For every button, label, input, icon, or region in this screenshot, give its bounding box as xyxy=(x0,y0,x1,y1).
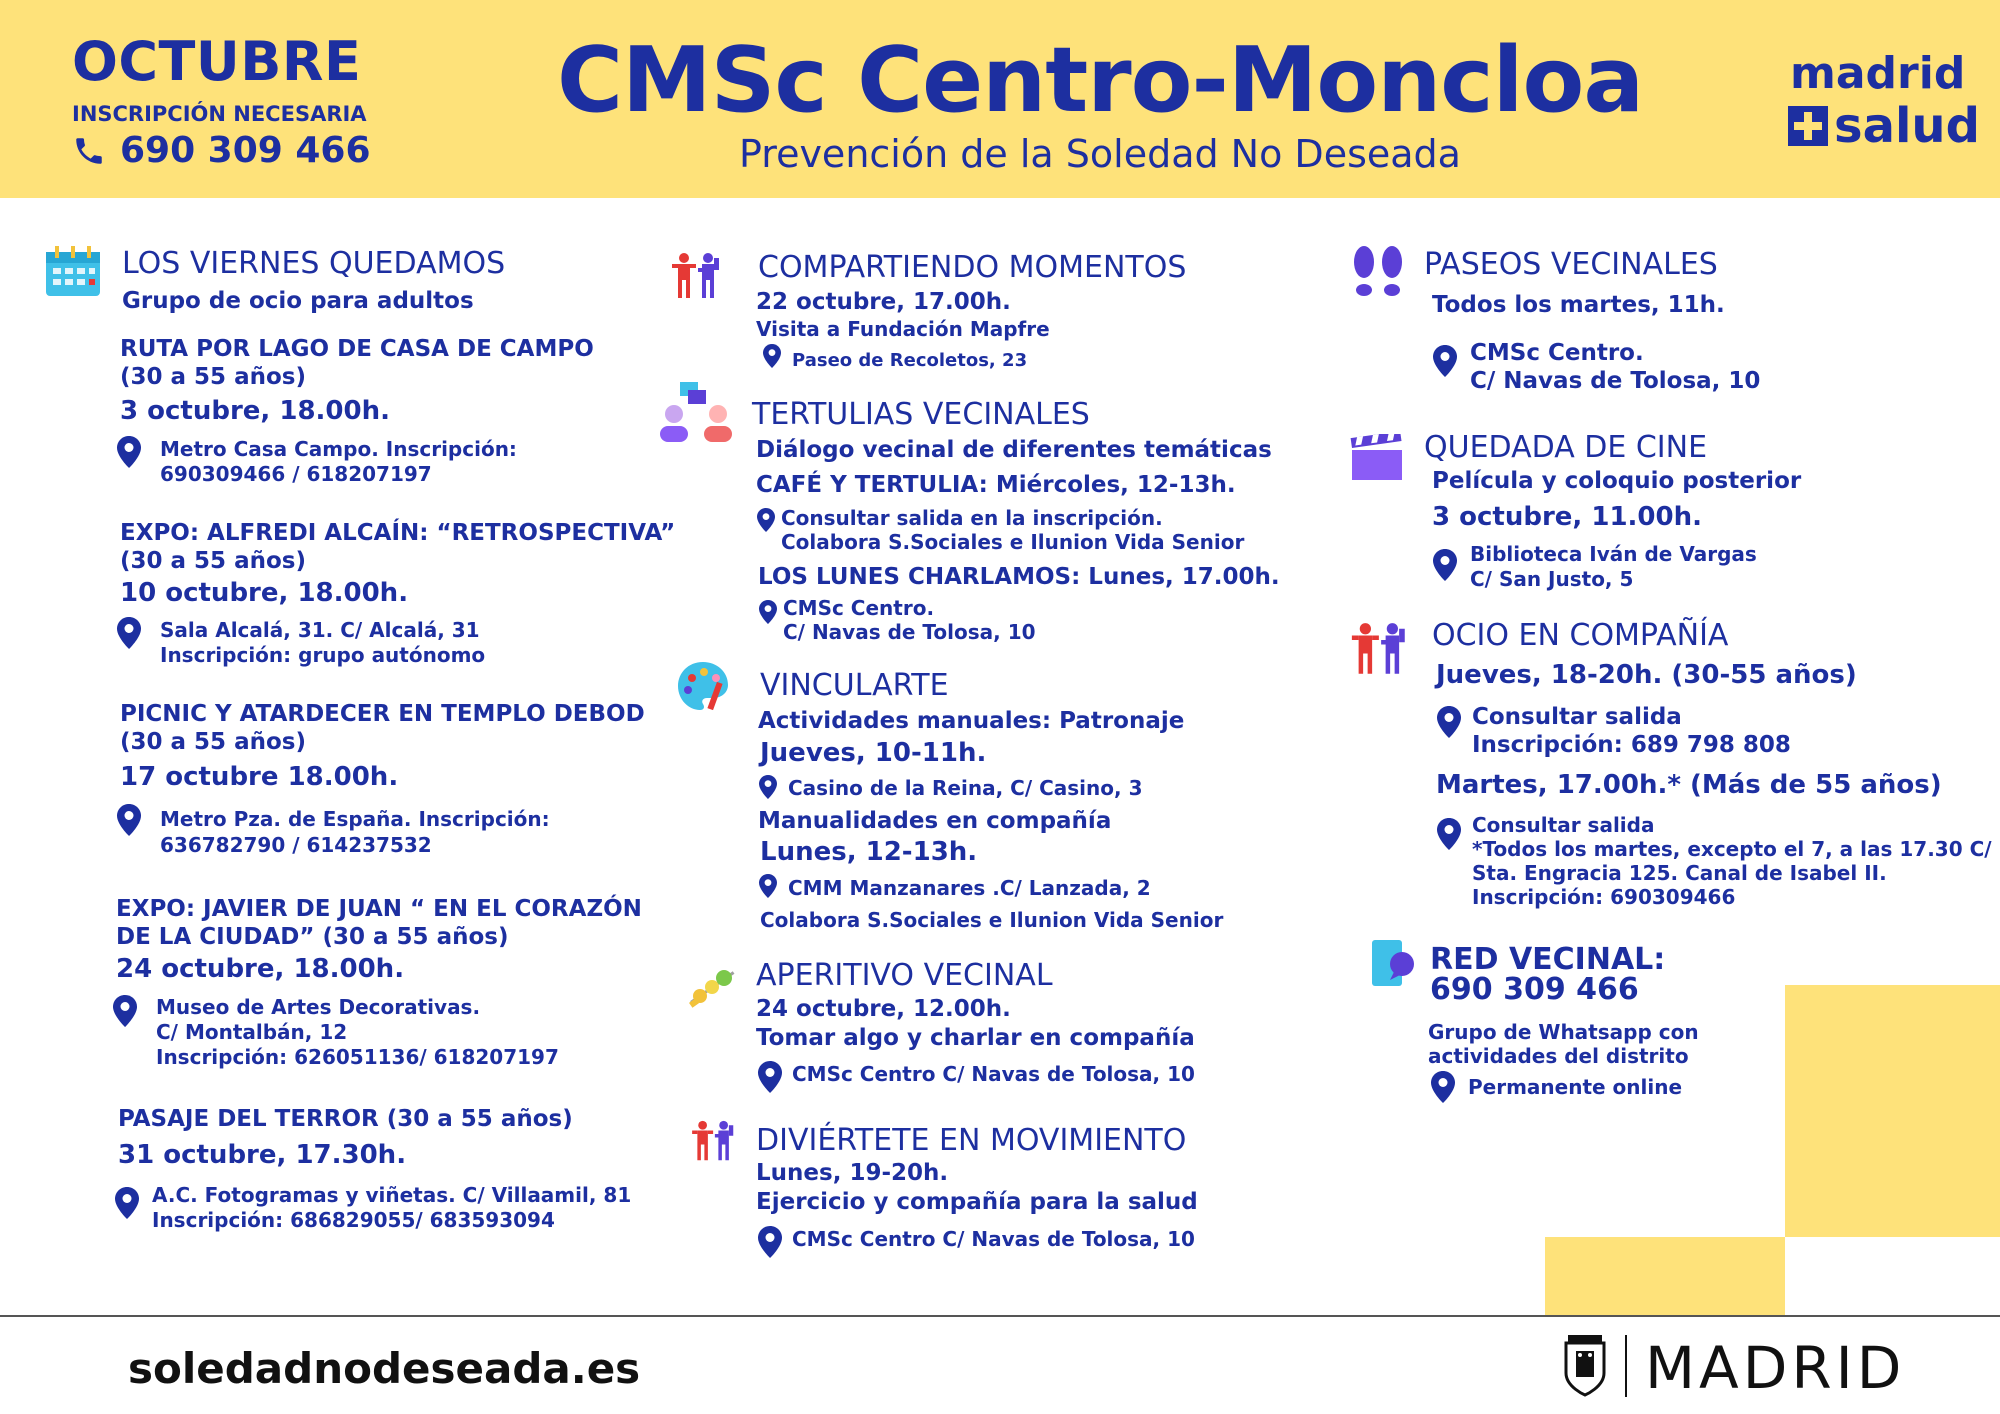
red-phone[interactable]: 690 309 466 xyxy=(1430,972,1639,1007)
event-name: PASAJE DEL TERROR (30 a 55 años) xyxy=(118,1106,573,1132)
event-location: Inscripción: 686829055/ 683593094 xyxy=(152,1208,555,1232)
madrid-crest-icon xyxy=(1562,1333,1608,1397)
section-title-cine: QUEDADA DE CINE xyxy=(1424,430,1708,465)
tertulias-lunes-location: CMSc Centro. xyxy=(783,596,935,620)
section-title-ocio: OCIO EN COMPAÑÍA xyxy=(1432,618,1729,653)
diviertete-schedule: Lunes, 19-20h. xyxy=(756,1160,949,1186)
location-pin-icon xyxy=(1436,818,1462,850)
event-name: EXPO: JAVIER DE JUAN “ EN EL CORAZÓN xyxy=(116,896,642,922)
page-subtitle: Prevención de la Soledad No Deseada xyxy=(739,132,1461,176)
aperitivo-desc: Tomar algo y charlar en compañía xyxy=(756,1025,1195,1051)
film-clapper-icon xyxy=(1350,434,1404,480)
location-pin-icon xyxy=(1430,1071,1456,1103)
aperitivo-date: 24 octubre, 12.00h. xyxy=(756,996,1011,1022)
event-age: (30 a 55 años) xyxy=(120,729,306,755)
ocio-schedule: Jueves, 18-20h. (30-55 años) xyxy=(1436,660,1857,690)
location-pin-icon xyxy=(762,344,782,368)
location-pin-icon xyxy=(757,1061,783,1093)
event-date: 3 octubre, 18.00h. xyxy=(120,396,390,426)
event-age: DE LA CIUDAD” (30 a 55 años) xyxy=(116,924,509,950)
location-pin-icon xyxy=(116,617,142,649)
diviertete-desc: Ejercicio y compañía para la salud xyxy=(756,1189,1198,1215)
vincularte-schedule: Jueves, 10-11h. xyxy=(760,738,987,768)
location-pin-icon xyxy=(1432,345,1458,377)
vincularte-activity: Actividades manuales: Patronaje xyxy=(758,708,1185,734)
location-pin-icon xyxy=(758,874,778,898)
event-date: 24 octubre, 18.00h. xyxy=(116,954,405,984)
page-title: CMSc Centro-Moncloa xyxy=(556,28,1644,133)
event-location: 690309466 / 618207197 xyxy=(160,462,432,486)
tertulias-lunes-location: C/ Navas de Tolosa, 10 xyxy=(783,620,1036,644)
people-dancing-icon xyxy=(672,252,722,300)
footprints-icon xyxy=(1350,244,1406,300)
paseos-location: C/ Navas de Tolosa, 10 xyxy=(1470,368,1761,394)
section-title-tertulias: TERTULIAS VECINALES xyxy=(752,397,1090,432)
compartiendo-desc: Visita a Fundación Mapfre xyxy=(756,317,1050,341)
section-title-aperitivo: APERITIVO VECINAL xyxy=(756,958,1053,993)
paint-palette-icon xyxy=(676,660,730,714)
conversation-icon xyxy=(658,382,736,442)
event-name: EXPO: ALFREDI ALCAÍN: “RETROSPECTIVA” xyxy=(120,520,676,546)
section-title-viernes: LOS VIERNES QUEDAMOS xyxy=(122,246,506,281)
event-name: RUTA POR LAGO DE CASA DE CAMPO xyxy=(120,336,594,362)
red-location: Permanente online xyxy=(1468,1075,1683,1099)
event-date: 17 octubre 18.00h. xyxy=(120,762,399,792)
ocio-note: Inscripción: 690309466 xyxy=(1472,885,1736,909)
footer-divider xyxy=(0,1315,2000,1317)
food-skewer-icon xyxy=(684,962,740,1012)
aperitivo-location: CMSc Centro C/ Navas de Tolosa, 10 xyxy=(792,1062,1195,1086)
diviertete-location: CMSc Centro C/ Navas de Tolosa, 10 xyxy=(792,1227,1195,1251)
vincularte-location: CMM Manzanares .C/ Lanzada, 2 xyxy=(788,876,1151,900)
event-location: Sala Alcalá, 31. C/ Alcalá, 31 xyxy=(160,618,480,642)
tertulias-cafe-location: Consultar salida en la inscripción. xyxy=(781,506,1163,530)
compartiendo-location: Paseo de Recoletos, 23 xyxy=(792,350,1028,371)
vincularte-activity: Manualidades en compañía xyxy=(758,808,1112,834)
event-location: A.C. Fotogramas y viñetas. C/ Villaamil, 81 xyxy=(152,1183,632,1207)
event-date: 31 octubre, 17.30h. xyxy=(118,1140,407,1170)
event-name: PICNIC Y ATARDECER EN TEMPLO DEBOD xyxy=(120,701,645,727)
vincularte-location: Casino de la Reina, C/ Casino, 3 xyxy=(788,776,1143,800)
ocio-schedule: Martes, 17.00h.* (Más de 55 años) xyxy=(1436,770,1942,800)
section-title-red: RED VECINAL: xyxy=(1430,942,1666,977)
red-desc: Grupo de Whatsapp con xyxy=(1428,1020,1699,1044)
ocio-location: Consultar salida xyxy=(1472,813,1655,837)
location-pin-icon xyxy=(756,508,776,532)
location-pin-icon xyxy=(112,995,138,1027)
header-phone-number: 690 309 466 xyxy=(120,130,371,171)
inscription-note: INSCRIPCIÓN NECESARIA xyxy=(72,102,367,126)
cine-location: C/ San Justo, 5 xyxy=(1470,567,1634,591)
paseos-location: CMSc Centro. xyxy=(1470,340,1644,366)
location-pin-icon xyxy=(757,1226,783,1258)
people-dancing-icon xyxy=(1350,622,1410,676)
tertulias-cafe-location: Colabora S.Sociales e Ilunion Vida Senior xyxy=(781,530,1245,554)
madrid-salud-logo-top: madrid xyxy=(1790,48,1966,99)
ocio-location: Consultar salida xyxy=(1472,704,1682,730)
location-pin-icon xyxy=(116,804,142,836)
event-location: Inscripción: grupo autónomo xyxy=(160,643,486,667)
logo-salud-text: salud xyxy=(1834,98,1980,154)
tertulias-cafe: CAFÉ Y TERTULIA: Miércoles, 12-13h. xyxy=(756,472,1236,498)
madrid-salud-logo-bottom xyxy=(1788,98,1980,154)
header-phone[interactable] xyxy=(72,130,371,171)
health-cross-icon xyxy=(1788,106,1828,146)
paseos-schedule: Todos los martes, 11h. xyxy=(1432,292,1725,318)
cine-date: 3 octubre, 11.00h. xyxy=(1432,502,1702,532)
month-title: OCTUBRE xyxy=(72,30,362,93)
event-location: Inscripción: 626051136/ 618207197 xyxy=(156,1045,559,1069)
phone-icon xyxy=(72,134,106,168)
event-age: (30 a 55 años) xyxy=(120,548,306,574)
section-title-compartiendo: COMPARTIENDO MOMENTOS xyxy=(758,250,1187,285)
location-pin-icon xyxy=(758,775,778,799)
event-location: Museo de Artes Decorativas. xyxy=(156,995,481,1019)
footer-separator xyxy=(1625,1335,1627,1397)
decorative-block xyxy=(1785,985,2000,1237)
location-pin-icon xyxy=(1436,706,1462,738)
calendar-icon xyxy=(46,246,100,296)
vincularte-schedule: Lunes, 12-13h. xyxy=(760,837,978,867)
event-location: Metro Pza. de España. Inscripción: xyxy=(160,807,550,831)
event-age: (30 a 55 años) xyxy=(120,364,306,390)
event-date: 10 octubre, 18.00h. xyxy=(120,578,409,608)
red-desc: actividades del distrito xyxy=(1428,1044,1689,1068)
tertulias-lunes: LOS LUNES CHARLAMOS: Lunes, 17.00h. xyxy=(758,564,1280,590)
cine-location: Biblioteca Iván de Vargas xyxy=(1470,542,1757,566)
cine-desc: Película y coloquio posterior xyxy=(1432,468,1802,494)
section-title-paseos: PASEOS VECINALES xyxy=(1424,247,1718,282)
people-dancing-icon xyxy=(692,1120,736,1162)
section-subtitle-viernes: Grupo de ocio para adultos xyxy=(122,288,474,314)
ocio-phone: Inscripción: 689 798 808 xyxy=(1472,732,1791,758)
compartiendo-date: 22 octubre, 17.00h. xyxy=(756,289,1011,315)
tertulias-subtitle: Diálogo vecinal de diferentes temáticas xyxy=(756,437,1272,463)
location-pin-icon xyxy=(114,1187,140,1219)
madrid-city-logo: MADRID xyxy=(1645,1334,1906,1402)
vincularte-colabora: Colabora S.Sociales e Ilunion Vida Senior xyxy=(760,908,1224,932)
event-location: C/ Montalbán, 12 xyxy=(156,1020,348,1044)
event-location: Metro Casa Campo. Inscripción: xyxy=(160,437,517,461)
location-pin-icon xyxy=(1432,549,1458,581)
event-location: 636782790 / 614237532 xyxy=(160,833,432,857)
location-pin-icon xyxy=(758,600,778,624)
ocio-note: *Todos los martes, excepto el 7, a las 17.30 C/ xyxy=(1472,837,1992,861)
ocio-note: Sta. Engracia 125. Canal de Isabel II. xyxy=(1472,861,1887,885)
section-title-diviertete: DIVIÉRTETE EN MOVIMIENTO xyxy=(756,1123,1187,1158)
location-pin-icon xyxy=(116,436,142,468)
decorative-block xyxy=(1545,1237,1785,1315)
whatsapp-chat-icon xyxy=(1370,938,1418,990)
section-title-vincularte: VINCULARTE xyxy=(760,668,949,703)
website-link[interactable]: soledadnodeseada.es xyxy=(128,1344,641,1393)
